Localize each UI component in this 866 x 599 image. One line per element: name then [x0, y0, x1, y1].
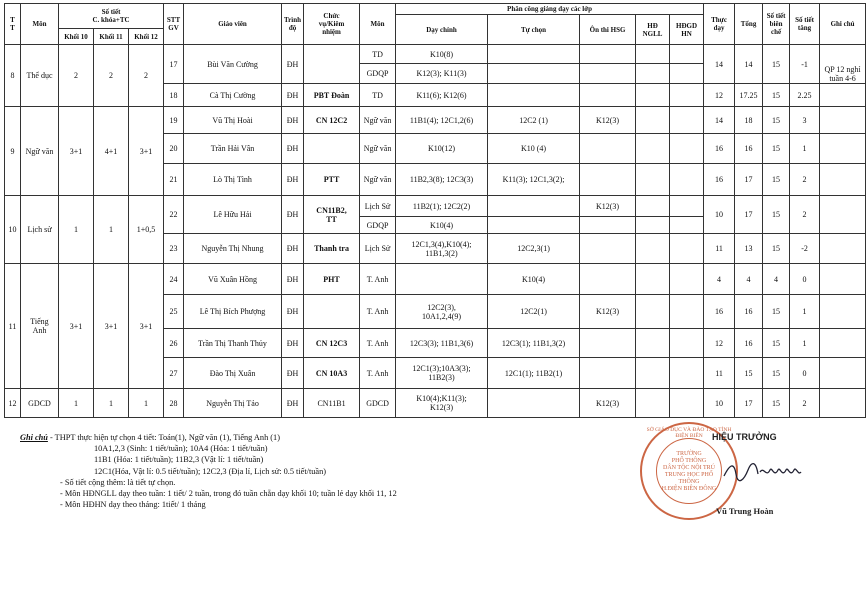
teacher-role: CN 12C2 [304, 107, 360, 134]
teacher-subject: GDQP [360, 217, 396, 234]
group-mon: Thể dục [21, 45, 59, 107]
group-k12: 3+1 [129, 264, 164, 389]
teaching-elective [488, 389, 580, 418]
teacher-subject: Ngữ văn [360, 107, 396, 134]
teacher-stt: 21 [164, 164, 184, 196]
thuc-day: 12 [704, 329, 735, 358]
bien-che: 15 [763, 329, 790, 358]
group-k10: 2 [59, 45, 94, 107]
teaching-hsg: K12(3) [580, 295, 636, 329]
tong: 18 [735, 107, 763, 134]
group-k11: 3+1 [94, 264, 129, 389]
teaching-main: 12C1,3(4),K10(4); 11B1,3(2) [396, 234, 488, 264]
thuc-day: 10 [704, 196, 735, 234]
hdr-bien-che: Số tiết biên chế [763, 4, 790, 45]
thuc-day: 11 [704, 358, 735, 389]
teacher-degree: ĐH [282, 45, 304, 84]
hdr-khoi10: Khối 10 [59, 29, 94, 45]
stamp-center-text: TRƯỜNG PHỔ THÔNG DÂN TỘC NỘI TRÚ TRUNG HỌC PHỔ THÔNG H.ĐIỆN BIÊN ĐÔNG [656, 438, 722, 504]
teaching-main [396, 264, 488, 295]
thuc-day: 16 [704, 134, 735, 164]
hdr-tt: T T [5, 4, 21, 45]
table-row [5, 389, 866, 418]
hdr-hdgd-hn: HĐGD HN [670, 15, 704, 45]
tang: 2 [790, 164, 820, 196]
teacher-subject: T. Anh [360, 358, 396, 389]
teaching-main: K10(4) [396, 217, 488, 234]
teacher-name: Vũ Xuân Hồng [184, 264, 282, 295]
note-line: - Môn HĐHN dạy theo tháng: 1tiết/ 1 tháng [60, 500, 206, 510]
hdr-chuc-vu: Chức vụ/Kiêm nhiệm [304, 4, 360, 45]
note-line: 12C1(Hóa, Vật lí: 0.5 tiết/tuần); 12C2,3 (Địa lí, Lịch sử: 0.5 tiết/tuần) [94, 466, 327, 476]
teacher-stt: 26 [164, 329, 184, 358]
tang: 1 [790, 329, 820, 358]
group-tt: 11 [5, 264, 21, 389]
group-k12: 1 [129, 389, 164, 418]
table-row [5, 107, 866, 134]
handwritten-signature [722, 456, 802, 486]
thuc-day: 12 [704, 84, 735, 107]
group-mon: GDCD [21, 389, 59, 418]
teaching-main: K12(3); K11(3) [396, 64, 488, 84]
teaching-main: K10(12) [396, 134, 488, 164]
teaching-main: K10(8) [396, 45, 488, 64]
teaching-main: 12C1(3);10A3(3); 11B2(3) [396, 358, 488, 389]
teaching-hsg [580, 84, 636, 107]
hdr-mon: Môn [21, 4, 59, 45]
teaching-main: 11B2(1); 12C2(2) [396, 196, 488, 217]
teaching-hsg [580, 329, 636, 358]
note-line: - Số tiết cộng thêm: là tiết tự chọn. [60, 477, 176, 487]
teacher-degree: ĐH [282, 107, 304, 134]
teacher-stt: 27 [164, 358, 184, 389]
teacher-name: Đào Thị Xuân [184, 358, 282, 389]
bien-che: 15 [763, 358, 790, 389]
teacher-role [304, 134, 360, 164]
group-k10: 1 [59, 389, 94, 418]
bien-che: 15 [763, 196, 790, 234]
group-tt: 10 [5, 196, 21, 264]
teaching-hsg: K12(3) [580, 107, 636, 134]
teaching-hsg [580, 264, 636, 295]
tong: 17.25 [735, 84, 763, 107]
stamp-ring-text: SỞ GIÁO DỤC VÀ ĐÀO TẠO TỈNH ĐIỆN BIÊN [646, 427, 732, 439]
thuc-day: 16 [704, 164, 735, 196]
note-line: 11B1 (Hóa: 1 tiết/tuần); 11B2,3 (Vật lí: 1 tiết/tuần) [94, 455, 264, 465]
tong: 17 [735, 389, 763, 418]
teacher-degree: ĐH [282, 358, 304, 389]
teaching-hsg [580, 134, 636, 164]
teacher-subject: GDQP [360, 64, 396, 84]
group-mon: Lịch sử [21, 196, 59, 264]
bien-che: 15 [763, 45, 790, 84]
tong: 16 [735, 295, 763, 329]
group-tt: 8 [5, 45, 21, 107]
hdr-ghi-chu: Ghi chú [820, 4, 866, 45]
teaching-hsg [580, 234, 636, 264]
group-k11: 4+1 [94, 107, 129, 196]
teacher-degree: ĐH [282, 264, 304, 295]
group-k12: 3+1 [129, 107, 164, 196]
teacher-stt: 24 [164, 264, 184, 295]
group-mon: Ngữ văn [21, 107, 59, 196]
teacher-role [304, 295, 360, 329]
teacher-subject: GDCD [360, 389, 396, 418]
tong: 14 [735, 45, 763, 84]
signature-block [640, 422, 810, 522]
principal-title: HIỆU TRƯỞNG [712, 432, 777, 442]
teaching-main: K11(6); K12(6) [396, 84, 488, 107]
bien-che: 15 [763, 84, 790, 107]
hdr-on-thi: Ôn thi HSG [580, 15, 636, 45]
thuc-day: 14 [704, 45, 735, 84]
teaching-hsg: K12(3) [580, 389, 636, 418]
group-k11: 2 [94, 45, 129, 107]
teacher-degree: ĐH [282, 329, 304, 358]
teacher-stt: 18 [164, 84, 184, 107]
hdr-hd-ngll: HĐ NGLL [636, 15, 670, 45]
group-tt: 9 [5, 107, 21, 196]
teacher-role [304, 45, 360, 84]
group-k10: 3+1 [59, 107, 94, 196]
group-mon: Tiếng Anh [21, 264, 59, 389]
thuc-day: 4 [704, 264, 735, 295]
group-k11: 1 [94, 196, 129, 264]
teacher-role: CN 12C3 [304, 329, 360, 358]
group-k10: 3+1 [59, 264, 94, 389]
teacher-degree: ĐH [282, 295, 304, 329]
teacher-subject: TD [360, 84, 396, 107]
teacher-role: CN11B2, TT [304, 196, 360, 234]
teacher-name: Trần Thị Thanh Thủy [184, 329, 282, 358]
note-line: 10A1,2,3 (Sinh: 1 tiết/tuần); 10A4 (Hóa: 1 tiết/tuần) [94, 444, 268, 454]
teacher-subject: T. Anh [360, 295, 396, 329]
thuc-day: 11 [704, 234, 735, 264]
group-k10: 1 [59, 196, 94, 264]
hdr-phan-cong: Phân công giảng dạy các lớp [396, 4, 704, 15]
bien-che: 15 [763, 134, 790, 164]
teacher-degree: ĐH [282, 84, 304, 107]
teaching-hsg: K12(3) [580, 196, 636, 217]
teaching-elective: 12C2 (1) [488, 107, 580, 134]
table-row [5, 264, 866, 295]
teaching-elective: K10 (4) [488, 134, 580, 164]
teaching-elective: K10(4) [488, 264, 580, 295]
tang: 1 [790, 134, 820, 164]
hdr-giao-vien: Giáo viên [184, 4, 282, 45]
teacher-degree: ĐH [282, 196, 304, 234]
group-k12: 2 [129, 45, 164, 107]
teacher-stt: 28 [164, 389, 184, 418]
tang: 1 [790, 295, 820, 329]
hdr-so-tiet: Số tiết C. khóa+TC [59, 4, 164, 29]
teacher-name: Lê Hữu Hải [184, 196, 282, 234]
teacher-role: Thanh tra [304, 234, 360, 264]
teaching-main: 11B2,3(8); 12C3(3) [396, 164, 488, 196]
bien-che: 15 [763, 164, 790, 196]
tang: 2.25 [790, 84, 820, 107]
teaching-hsg [580, 164, 636, 196]
teacher-role: CN11B1 [304, 389, 360, 418]
tong: 17 [735, 164, 763, 196]
tong: 16 [735, 134, 763, 164]
bien-che: 15 [763, 234, 790, 264]
thuc-day: 16 [704, 295, 735, 329]
teacher-subject: Ngữ văn [360, 134, 396, 164]
teaching-main: 11B1(4); 12C1,2(6) [396, 107, 488, 134]
teacher-subject: Lịch Sử [360, 234, 396, 264]
teacher-degree: ĐH [282, 234, 304, 264]
tong: 4 [735, 264, 763, 295]
teacher-subject: Ngữ văn [360, 164, 396, 196]
bien-che: 15 [763, 295, 790, 329]
tong: 15 [735, 358, 763, 389]
bien-che: 4 [763, 264, 790, 295]
hdr-khoi12: Khối 12 [129, 29, 164, 45]
teacher-degree: ĐH [282, 164, 304, 196]
note-line: - Môn HĐNGLL dạy theo tuần: 1 tiết/ 2 tuần, trong đó tuần chẵn dạy khối 10; tuần lẻ dạy khối 11, 12 [60, 489, 397, 499]
teaching-elective: 12C3(1); 11B1,3(2) [488, 329, 580, 358]
tang: -1 [790, 45, 820, 84]
teaching-main: K10(4);K11(3); K12(3) [396, 389, 488, 418]
notes-section [20, 432, 580, 510]
bien-che: 15 [763, 107, 790, 134]
teaching-main: 12C2(3), 10A1,2,4(9) [396, 295, 488, 329]
group-k11: 1 [94, 389, 129, 418]
teacher-stt: 19 [164, 107, 184, 134]
group-tt: 12 [5, 389, 21, 418]
hdr-tang: Số tiết tăng [790, 4, 820, 45]
teacher-subject: T. Anh [360, 329, 396, 358]
thuc-day: 14 [704, 107, 735, 134]
teacher-stt: 17 [164, 45, 184, 84]
teacher-name: Nguyễn Thị Tảo [184, 389, 282, 418]
tang: 2 [790, 196, 820, 234]
hdr-khoi11: Khối 11 [94, 29, 129, 45]
assignment-table [4, 3, 866, 418]
teaching-elective: 12C1(1); 11B2(1) [488, 358, 580, 389]
teacher-subject: T. Anh [360, 264, 396, 295]
principal-name: Vũ Trung Hoàn [716, 506, 774, 516]
teaching-main: 12C3(3); 11B1,3(6) [396, 329, 488, 358]
teaching-hsg [580, 358, 636, 389]
teacher-role: CN 10A3 [304, 358, 360, 389]
tang: 3 [790, 107, 820, 134]
tong: 16 [735, 329, 763, 358]
hdr-stt-gv: STT GV [164, 4, 184, 45]
teacher-name: Cà Thị Cường [184, 84, 282, 107]
teaching-elective: 12C2(1) [488, 295, 580, 329]
thuc-day: 10 [704, 389, 735, 418]
bien-che: 15 [763, 389, 790, 418]
hdr-thuc-day: Thực dạy [704, 4, 735, 45]
teacher-degree: ĐH [282, 389, 304, 418]
hdr-tong: Tổng [735, 4, 763, 45]
note-line: - THPT thực hiện tự chọn 4 tiết: Toán(1), Ngữ văn (1), Tiếng Anh (1) [47, 433, 280, 442]
teacher-subject: Lịch Sử [360, 196, 396, 217]
teacher-name: Lê Thị Bích Phượng [184, 295, 282, 329]
teacher-name: Vũ Thị Hoài [184, 107, 282, 134]
ghi-chu: QP 12 nghỉ tuần 4-6 [820, 45, 866, 84]
hdr-mon2: Môn [360, 4, 396, 45]
group-k12: 1+0,5 [129, 196, 164, 264]
teacher-role: PBT Đoàn [304, 84, 360, 107]
table-row [5, 196, 866, 217]
teacher-subject: TD [360, 45, 396, 64]
teacher-name: Bùi Văn Cường [184, 45, 282, 84]
hdr-day-chinh: Dạy chính [396, 15, 488, 45]
teacher-stt: 25 [164, 295, 184, 329]
tang: 2 [790, 389, 820, 418]
teacher-role: PHT [304, 264, 360, 295]
hdr-trinh-do: Trình độ [282, 4, 304, 45]
teacher-name: Lò Thị Tình [184, 164, 282, 196]
tang: 0 [790, 264, 820, 295]
teacher-stt: 23 [164, 234, 184, 264]
teacher-role: PTT [304, 164, 360, 196]
tong: 13 [735, 234, 763, 264]
notes-label: Ghi chú [20, 433, 48, 442]
table-row [5, 45, 866, 64]
teacher-stt: 20 [164, 134, 184, 164]
teaching-elective: 12C2,3(1) [488, 234, 580, 264]
teacher-degree: ĐH [282, 134, 304, 164]
teacher-name: Trần Hải Vân [184, 134, 282, 164]
tang: -2 [790, 234, 820, 264]
hdr-tu-chon: Tự chọn [488, 15, 580, 45]
teacher-stt: 22 [164, 196, 184, 234]
tong: 17 [735, 196, 763, 234]
tang: 0 [790, 358, 820, 389]
teaching-elective: K11(3); 12C1,3(2); [488, 164, 580, 196]
teaching-elective [488, 84, 580, 107]
teacher-name: Nguyễn Thị Nhung [184, 234, 282, 264]
